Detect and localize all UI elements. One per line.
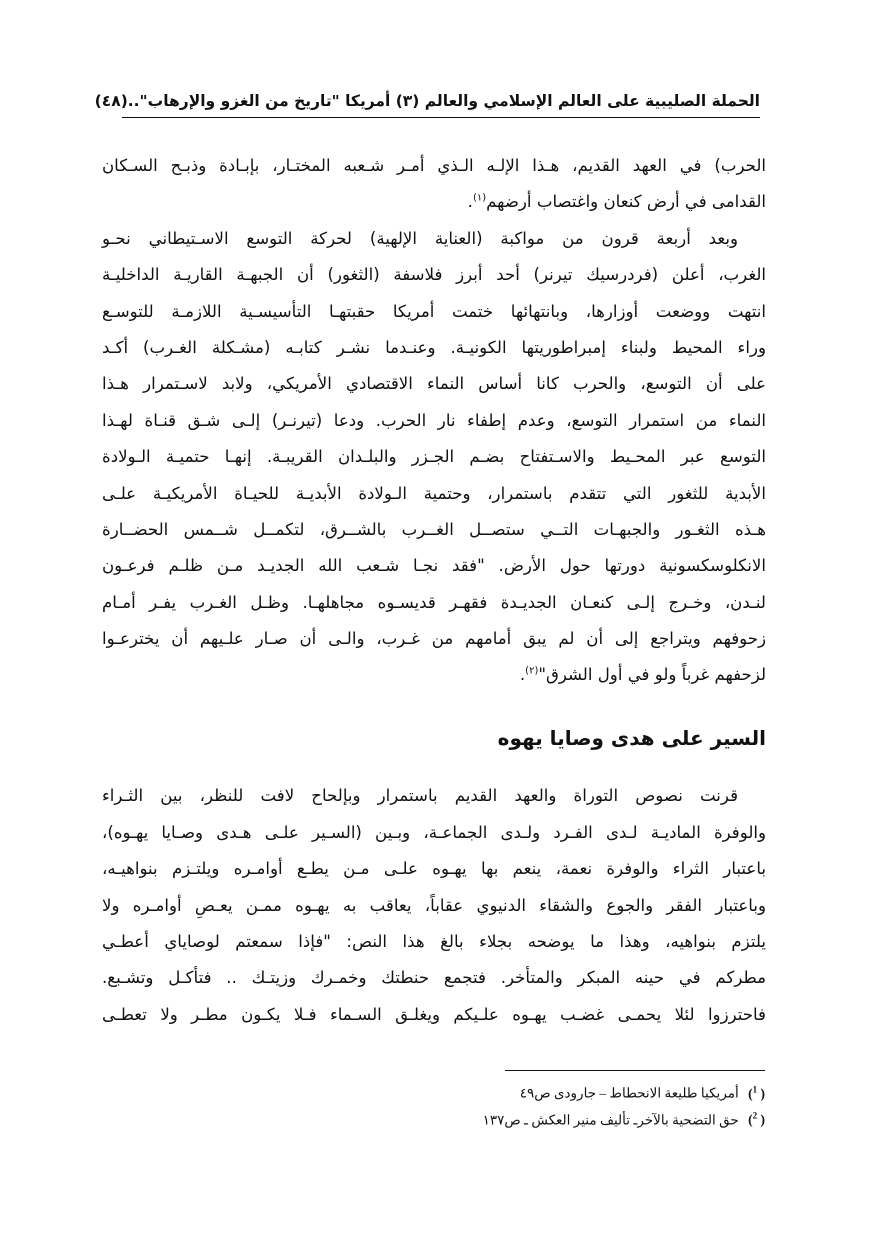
footnote-text: أمريكيا طليعة الانحطاط – جارودى ص٤٩ xyxy=(519,1085,739,1101)
text-line: وراء المحيط ولبناء إمبراطوريتها الكونيـة. وعنـدما نشـر كتابـه (مشـكلة الغـرب) أكـد xyxy=(102,337,766,357)
text-line: على أن التوسع، والحرب كانا أساس النماء الاقتصادي الأمريكي، ولابد لاسـتمرار هـذا xyxy=(102,374,766,394)
footnote-text: حق التضحية بالآخرـ تأليف منير العكش ـ ص١٣٧ xyxy=(482,1112,739,1127)
text-line: قرنت نصوص التوراة والعهد القديم باستمرار وبإلحاح لافت للنظر، بين الثـراء xyxy=(102,786,738,806)
footnotes xyxy=(380,1078,765,1131)
text-line-content: لزحفهم غرباً ولو في أول الشرق" xyxy=(538,665,766,685)
section-paragraph xyxy=(102,778,766,1033)
text-line: وباعتبار الفقر والجوع والشقاء الدنيوي عقاباً، يعاقب به يهـوه ممـن يعـصِ أوامـره ولا xyxy=(102,895,766,915)
footnote-1 xyxy=(380,1078,765,1105)
footnote-ref-2: (٢) xyxy=(525,665,539,677)
footnote-marker: ( $^1$) xyxy=(748,1084,765,1101)
text-line: مطركم في حينه المبكر والمتأخر. فتجمع حنطتك وخمـرك وزيتـك .. فتأكـل وتشـبع. xyxy=(102,968,766,988)
text-line xyxy=(102,184,766,220)
text-line: الانكلوسكسونية دورتها حول الأرض. "فقد نجـا شـعب الله الجديـد مـن ظلـم فرعـون xyxy=(102,556,766,576)
text-line: زحوفهم ويتراجع إلى أن لم يبق أمامهم من غـرب، والـى أن صـار علـيهم أن يخترعـوا xyxy=(102,629,766,649)
text-line: النماء من استمرار التوسع، وعدم إطفاء نار الحرب. ودعا (تيرنـر) إلـى شـق قنـاة لهـذا xyxy=(102,410,766,430)
footnote-separator xyxy=(505,1070,765,1071)
text-line-content: القدامى في أرض كنعان واغتصاب أرضهم xyxy=(486,192,766,212)
sentence-end: . xyxy=(467,192,473,212)
footnote-number: 1 xyxy=(752,1084,758,1094)
section-heading: السير على هدى وصايا يهوه xyxy=(497,725,766,750)
header-rule xyxy=(122,117,760,118)
body-text xyxy=(102,148,766,1033)
footnote-ref-1: (١) xyxy=(472,192,487,204)
paragraph-1 xyxy=(102,148,766,221)
text-line: الحرب) في العهد القديم، هـذا الإلـه الـذي أمـر شـعبه المختـار، بإبـادة وذبـح السـكان xyxy=(102,156,766,175)
paragraph-2 xyxy=(102,221,766,694)
text-line: هـذه الثغـور والجبهـات التــي ستصــل الغــرب بالشــرق، لتكمــل شــمس الحضــارة xyxy=(102,519,766,539)
text-line: وبعد أربعة قرون من مواكبة (العناية الإلهية) لحركة التوسع الاسـتيطاني نحـو xyxy=(102,228,738,248)
text-line: الغرب، أعلن (فردرسيك تيرنر) أحد أبرز فلاسفة (الثغور) أن الجبهـة القاريـة الداخليـة xyxy=(102,265,766,285)
text-line: والوفرة الماديـة لـدى الفـرد ولـدى الجماعـة، وبـين (السـير علـى هـدى وصـايا يهـوه)، xyxy=(102,822,766,842)
text-line: الأبدية للثغور التي تتقدم باستمرار، وحتمية الـولادة الأبديـة للحيـاة الأمريكيـة علـى xyxy=(102,483,766,503)
sentence-end: . xyxy=(519,665,526,685)
text-line: انتهت ووضعت أوزارها، وبانتهائها ختمت أمريكا حقبتهـا التأسيسـية اللازمـة للتوسـع xyxy=(102,301,766,321)
text-line xyxy=(102,657,766,693)
page-number: (٤٨) xyxy=(94,92,128,110)
header-title: الحملة الصليبية على العالم الإسلامي والعالم (٣) أمريكا "تاريخ من الغزو والإرهاب".. xyxy=(127,92,760,110)
text-line: يلتزم بنواهيه، وهذا ما يوضحه بجلاء بالغ هذا النص: "فإذا سمعتم لوصاياي أعطـي xyxy=(102,932,766,952)
running-header xyxy=(94,86,760,116)
footnote-marker: ( $^2$) xyxy=(748,1110,765,1127)
text-line: فاحترزوا لئلا يحمـى غضـب يهـوه علـيكم ويغلـق السـماء فـلا يكـون مطـر ولا تعطـى xyxy=(102,1004,766,1024)
text-line: التوسع عبر المحـيط والاسـتفتاح بضـم الجـزر والبلـدان القريبـة. إنهـا حتميـة الـولادة xyxy=(102,447,766,467)
footnote-number: 2 xyxy=(752,1110,758,1121)
text-line: لنـدن، وخـرج إلـى كنعـان الجديـدة فقهـر قديسـوه مجاهلهـا. وظـل الغـرب يفـر أمـام xyxy=(102,592,766,612)
footnote-2 xyxy=(380,1105,765,1132)
text-line: باعتبار الثراء والوفرة نعمة، ينعم بها يهـوه علـى مـن يطـع أوامـره ويلتـزم بنواهيـه، xyxy=(102,859,766,879)
